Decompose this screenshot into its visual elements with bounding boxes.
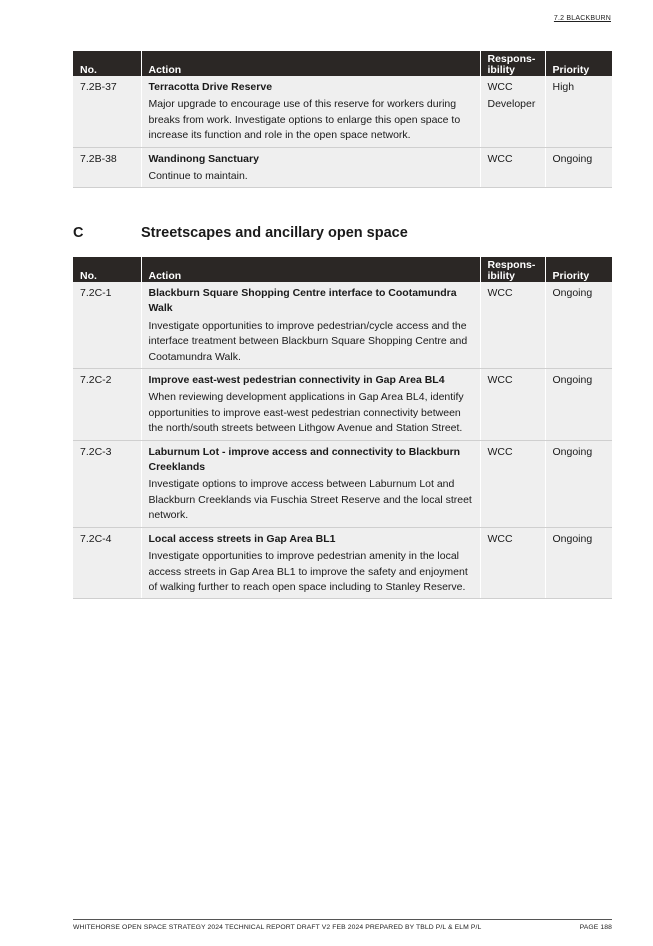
responsibility: WCC bbox=[487, 445, 513, 458]
table-header-row bbox=[73, 51, 612, 76]
table-row bbox=[73, 76, 612, 147]
header-no: No. bbox=[73, 51, 141, 76]
priority: High bbox=[545, 76, 612, 147]
action-title: Terracotta Drive Reserve bbox=[148, 81, 273, 93]
responsibility-cell bbox=[480, 369, 545, 441]
actions-table-c bbox=[73, 257, 612, 599]
action-cell bbox=[141, 76, 480, 147]
responsibility-cell bbox=[480, 76, 545, 147]
action-description: Investigate opportunities to improve pedestrian/cycle access and the interface treatment between Blackburn Square Shopping Centre and Cootamundra Walk. bbox=[148, 319, 468, 363]
header-priority: Priority bbox=[545, 51, 612, 76]
action-description: Investigate opportunities to improve pedestrian amenity in the local access streets in Gap Area BL1 to improve the safety and enjoyment of walking further to reach open space including to Stanley Reserve. bbox=[148, 550, 468, 593]
table-row bbox=[73, 147, 612, 188]
priority: Ongoing bbox=[545, 369, 612, 441]
priority: Ongoing bbox=[545, 527, 612, 599]
responsibility: WCC bbox=[487, 287, 513, 299]
action-number: 7.2B-38 bbox=[73, 147, 141, 188]
responsibility-cell bbox=[480, 282, 545, 369]
action-description: Major upgrade to encourage use of this reserve for workers during breaks from work. Investigate options to enlarge this open space to increase its function and role in the open space network. bbox=[148, 98, 461, 142]
action-cell bbox=[141, 527, 480, 599]
responsibility-cell bbox=[480, 147, 545, 188]
action-description: Continue to maintain. bbox=[148, 170, 248, 183]
section-heading bbox=[73, 225, 408, 241]
table-row bbox=[73, 369, 612, 441]
responsibility: WCC bbox=[487, 374, 513, 387]
action-cell bbox=[141, 147, 480, 188]
action-number: 7.2C-2 bbox=[73, 369, 141, 441]
action-number: 7.2C-3 bbox=[73, 440, 141, 527]
table-header-row bbox=[73, 257, 612, 282]
header-responsibility: Respons- ibility bbox=[480, 257, 545, 282]
responsibility: WCC bbox=[487, 81, 513, 93]
header-priority: Priority bbox=[545, 257, 612, 282]
responsibility: Developer bbox=[487, 98, 536, 111]
action-description: Investigate options to improve access between Laburnum Lot and Blackburn Creeklands via Fuschia Street Reserve and the local street network. bbox=[148, 478, 472, 522]
table-row bbox=[73, 282, 612, 369]
page-number: PAGE 188 bbox=[579, 924, 612, 931]
responsibility-cell bbox=[480, 527, 545, 599]
action-title: Wandinong Sanctuary bbox=[148, 152, 259, 165]
priority: Ongoing bbox=[545, 282, 612, 369]
action-cell bbox=[141, 440, 480, 527]
footer-rule bbox=[73, 919, 612, 920]
responsibility: WCC bbox=[487, 152, 513, 165]
action-cell bbox=[141, 282, 480, 369]
responsibility-cell bbox=[480, 440, 545, 527]
header-no: No. bbox=[73, 257, 141, 282]
header-responsibility: Respons- ibility bbox=[480, 51, 545, 76]
priority: Ongoing bbox=[545, 440, 612, 527]
section-title: Streetscapes and ancillary open space bbox=[141, 225, 408, 241]
action-title: Improve east-west pedestrian connectivity in Gap Area BL4 bbox=[148, 374, 445, 387]
responsibility: WCC bbox=[487, 532, 513, 545]
header-action: Action bbox=[141, 257, 480, 282]
action-title: Blackburn Square Shopping Centre interface to Cootamundra Walk bbox=[148, 287, 457, 315]
actions-table-b bbox=[73, 51, 612, 188]
table-row bbox=[73, 527, 612, 599]
table-row bbox=[73, 440, 612, 527]
footer-text: WHITEHORSE OPEN SPACE STRATEGY 2024 TECHNICAL REPORT DRAFT V2 FEB 2024 PREPARED BY TBLD P/L & ELM P/L bbox=[73, 924, 482, 931]
action-title: Local access streets in Gap Area BL1 bbox=[148, 532, 336, 545]
section-letter: C bbox=[73, 225, 84, 241]
priority: Ongoing bbox=[545, 147, 612, 188]
header-action: Action bbox=[141, 51, 480, 76]
action-number: 7.2C-4 bbox=[73, 527, 141, 599]
action-cell bbox=[141, 369, 480, 441]
action-number: 7.2B-37 bbox=[73, 76, 141, 147]
action-number: 7.2C-1 bbox=[73, 282, 141, 369]
action-description: When reviewing development applications in Gap Area BL4, identify opportunities to improve east-west pedestrian connectivity between the north/south streets between Lithgow Avenue and Station Street. bbox=[148, 391, 464, 435]
footer bbox=[73, 924, 612, 931]
running-head: 7.2 BLACKBURN bbox=[553, 15, 611, 22]
action-title: Laburnum Lot - improve access and connectivity to Blackburn Creeklands bbox=[148, 445, 461, 474]
